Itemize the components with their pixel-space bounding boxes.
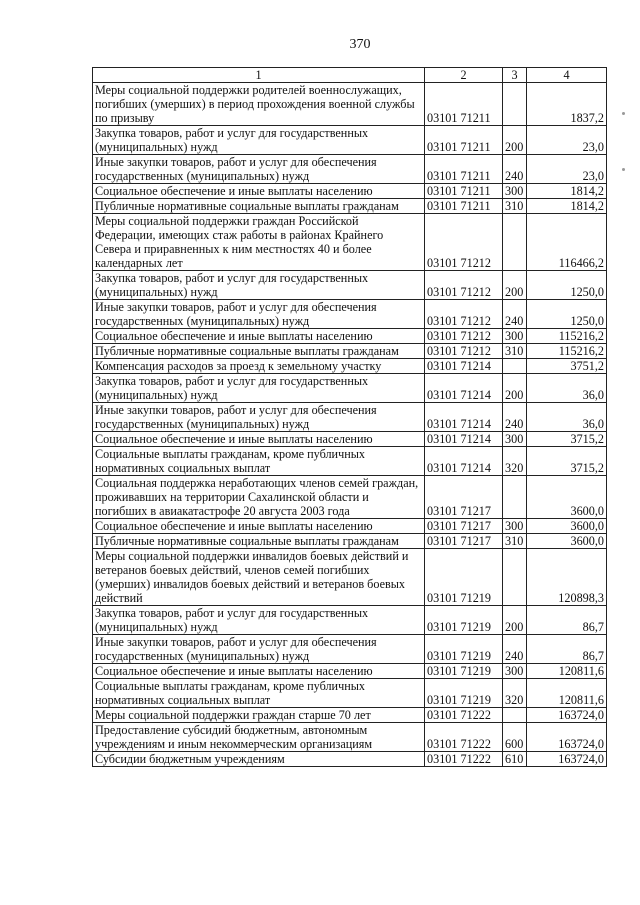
table-row xyxy=(93,184,607,199)
table-row xyxy=(93,344,607,359)
type-cell: 240 xyxy=(503,155,527,184)
code-cell: 03101 71214 xyxy=(425,374,503,403)
table-row xyxy=(93,214,607,271)
amount-cell: 3600,0 xyxy=(527,519,607,534)
table-row xyxy=(93,476,607,519)
table-row xyxy=(93,723,607,752)
amount-cell: 3715,2 xyxy=(527,447,607,476)
amount-cell: 1250,0 xyxy=(527,271,607,300)
code-cell: 03101 71211 xyxy=(425,199,503,214)
type-cell xyxy=(503,476,527,519)
name-cell: Закупка товаров, работ и услуг для государственных (муниципальных) нужд xyxy=(93,374,425,403)
header-cell-1: 1 xyxy=(93,68,425,83)
table-row xyxy=(93,374,607,403)
type-cell: 200 xyxy=(503,271,527,300)
name-cell: Социальное обеспечение и иные выплаты населению xyxy=(93,519,425,534)
type-cell: 310 xyxy=(503,199,527,214)
name-cell: Социальное обеспечение и иные выплаты населению xyxy=(93,664,425,679)
table-row xyxy=(93,635,607,664)
name-cell: Иные закупки товаров, работ и услуг для обеспечения государственных (муниципальных) нужд xyxy=(93,155,425,184)
name-cell: Предоставление субсидий бюджетным, автономным учреждениям и иным некоммерческим организациям xyxy=(93,723,425,752)
name-cell: Публичные нормативные социальные выплаты гражданам xyxy=(93,344,425,359)
table-row xyxy=(93,271,607,300)
table-row xyxy=(93,432,607,447)
code-cell: 03101 71219 xyxy=(425,549,503,606)
table-row xyxy=(93,199,607,214)
type-cell: 200 xyxy=(503,606,527,635)
amount-cell: 163724,0 xyxy=(527,708,607,723)
name-cell: Закупка товаров, работ и услуг для государственных (муниципальных) нужд xyxy=(93,606,425,635)
amount-cell: 36,0 xyxy=(527,403,607,432)
amount-cell: 86,7 xyxy=(527,606,607,635)
header-cell-3: 3 xyxy=(503,68,527,83)
amount-cell: 163724,0 xyxy=(527,723,607,752)
table-row xyxy=(93,679,607,708)
table-row xyxy=(93,403,607,432)
code-cell: 03101 71212 xyxy=(425,329,503,344)
amount-cell: 1814,2 xyxy=(527,184,607,199)
amount-cell: 120811,6 xyxy=(527,664,607,679)
code-cell: 03101 71219 xyxy=(425,679,503,708)
code-cell: 03101 71222 xyxy=(425,723,503,752)
table-row xyxy=(93,752,607,767)
name-cell: Социальное обеспечение и иные выплаты населению xyxy=(93,184,425,199)
code-cell: 03101 71214 xyxy=(425,432,503,447)
table-row xyxy=(93,534,607,549)
type-cell xyxy=(503,214,527,271)
name-cell: Меры социальной поддержки граждан Российской Федерации, имеющих стаж работы в районах Крайнего Севера и приравненных к ним местностях 40 и более календарных лет xyxy=(93,214,425,271)
name-cell: Меры социальной поддержки инвалидов боевых действий и ветеранов боевых действий, членов семей погибших (умерших) инвалидов боевых действий и ветеранов боевых действий xyxy=(93,549,425,606)
budget-table xyxy=(92,67,607,767)
name-cell: Меры социальной поддержки граждан старше 70 лет xyxy=(93,708,425,723)
type-cell: 200 xyxy=(503,126,527,155)
name-cell: Компенсация расходов за проезд к земельному участку xyxy=(93,359,425,374)
scan-speck xyxy=(622,112,625,115)
name-cell: Субсидии бюджетным учреждениям xyxy=(93,752,425,767)
amount-cell: 1837,2 xyxy=(527,83,607,126)
code-cell: 03101 71212 xyxy=(425,214,503,271)
code-cell: 03101 71219 xyxy=(425,664,503,679)
amount-cell: 115216,2 xyxy=(527,329,607,344)
type-cell: 240 xyxy=(503,635,527,664)
name-cell: Закупка товаров, работ и услуг для государственных (муниципальных) нужд xyxy=(93,271,425,300)
table-row xyxy=(93,83,607,126)
type-cell xyxy=(503,359,527,374)
type-cell: 200 xyxy=(503,374,527,403)
amount-cell: 23,0 xyxy=(527,155,607,184)
amount-cell: 116466,2 xyxy=(527,214,607,271)
name-cell: Социальные выплаты гражданам, кроме публичных нормативных социальных выплат xyxy=(93,679,425,708)
amount-cell: 3600,0 xyxy=(527,476,607,519)
type-cell: 320 xyxy=(503,447,527,476)
amount-cell: 3600,0 xyxy=(527,534,607,549)
code-cell: 03101 71212 xyxy=(425,271,503,300)
table-row xyxy=(93,447,607,476)
code-cell: 03101 71217 xyxy=(425,534,503,549)
amount-cell: 120898,3 xyxy=(527,549,607,606)
type-cell: 310 xyxy=(503,344,527,359)
code-cell: 03101 71211 xyxy=(425,155,503,184)
code-cell: 03101 71222 xyxy=(425,708,503,723)
type-cell: 300 xyxy=(503,329,527,344)
code-cell: 03101 71214 xyxy=(425,403,503,432)
type-cell: 320 xyxy=(503,679,527,708)
table-row xyxy=(93,519,607,534)
type-cell: 310 xyxy=(503,534,527,549)
name-cell: Социальное обеспечение и иные выплаты населению xyxy=(93,432,425,447)
code-cell: 03101 71212 xyxy=(425,300,503,329)
name-cell: Публичные нормативные социальные выплаты гражданам xyxy=(93,534,425,549)
code-cell: 03101 71211 xyxy=(425,126,503,155)
table-row xyxy=(93,664,607,679)
code-cell: 03101 71217 xyxy=(425,519,503,534)
name-cell: Иные закупки товаров, работ и услуг для обеспечения государственных (муниципальных) нужд xyxy=(93,403,425,432)
type-cell xyxy=(503,708,527,723)
amount-cell: 1250,0 xyxy=(527,300,607,329)
code-cell: 03101 71214 xyxy=(425,359,503,374)
table-row xyxy=(93,708,607,723)
name-cell: Публичные нормативные социальные выплаты гражданам xyxy=(93,199,425,214)
code-cell: 03101 71222 xyxy=(425,752,503,767)
scan-speck xyxy=(622,168,625,171)
amount-cell: 86,7 xyxy=(527,635,607,664)
amount-cell: 1814,2 xyxy=(527,199,607,214)
code-cell: 03101 71212 xyxy=(425,344,503,359)
type-cell: 240 xyxy=(503,403,527,432)
type-cell: 600 xyxy=(503,723,527,752)
table-row xyxy=(93,300,607,329)
header-row xyxy=(93,68,607,83)
code-cell: 03101 71211 xyxy=(425,184,503,199)
type-cell: 610 xyxy=(503,752,527,767)
name-cell: Закупка товаров, работ и услуг для государственных (муниципальных) нужд xyxy=(93,126,425,155)
code-cell: 03101 71219 xyxy=(425,635,503,664)
name-cell: Иные закупки товаров, работ и услуг для обеспечения государственных (муниципальных) нужд xyxy=(93,300,425,329)
name-cell: Меры социальной поддержки родителей военнослужащих, погибших (умерших) в период прохождения военной службы по призыву xyxy=(93,83,425,126)
type-cell: 300 xyxy=(503,184,527,199)
code-cell: 03101 71211 xyxy=(425,83,503,126)
table-row xyxy=(93,126,607,155)
type-cell: 300 xyxy=(503,519,527,534)
code-cell: 03101 71214 xyxy=(425,447,503,476)
code-cell: 03101 71217 xyxy=(425,476,503,519)
table-row xyxy=(93,549,607,606)
amount-cell: 115216,2 xyxy=(527,344,607,359)
type-cell: 300 xyxy=(503,664,527,679)
code-cell: 03101 71219 xyxy=(425,606,503,635)
amount-cell: 23,0 xyxy=(527,126,607,155)
amount-cell: 3715,2 xyxy=(527,432,607,447)
amount-cell: 120811,6 xyxy=(527,679,607,708)
name-cell: Социальная поддержка неработающих членов семей граждан, проживавших на территории Сахалинской области и погибших в авиакатастрофе 20 августа 2003 года xyxy=(93,476,425,519)
amount-cell: 163724,0 xyxy=(527,752,607,767)
type-cell xyxy=(503,83,527,126)
type-cell xyxy=(503,549,527,606)
amount-cell: 36,0 xyxy=(527,374,607,403)
header-cell-4: 4 xyxy=(527,68,607,83)
page-number: 370 xyxy=(349,37,371,52)
type-cell: 240 xyxy=(503,300,527,329)
table-header xyxy=(93,68,607,83)
table-row xyxy=(93,329,607,344)
table-body xyxy=(93,83,607,767)
amount-cell: 3751,2 xyxy=(527,359,607,374)
name-cell: Социальные выплаты гражданам, кроме публичных нормативных социальных выплат xyxy=(93,447,425,476)
table-row xyxy=(93,155,607,184)
name-cell: Иные закупки товаров, работ и услуг для обеспечения государственных (муниципальных) нужд xyxy=(93,635,425,664)
table-row xyxy=(93,359,607,374)
table-row xyxy=(93,606,607,635)
type-cell: 300 xyxy=(503,432,527,447)
header-cell-2: 2 xyxy=(425,68,503,83)
name-cell: Социальное обеспечение и иные выплаты населению xyxy=(93,329,425,344)
